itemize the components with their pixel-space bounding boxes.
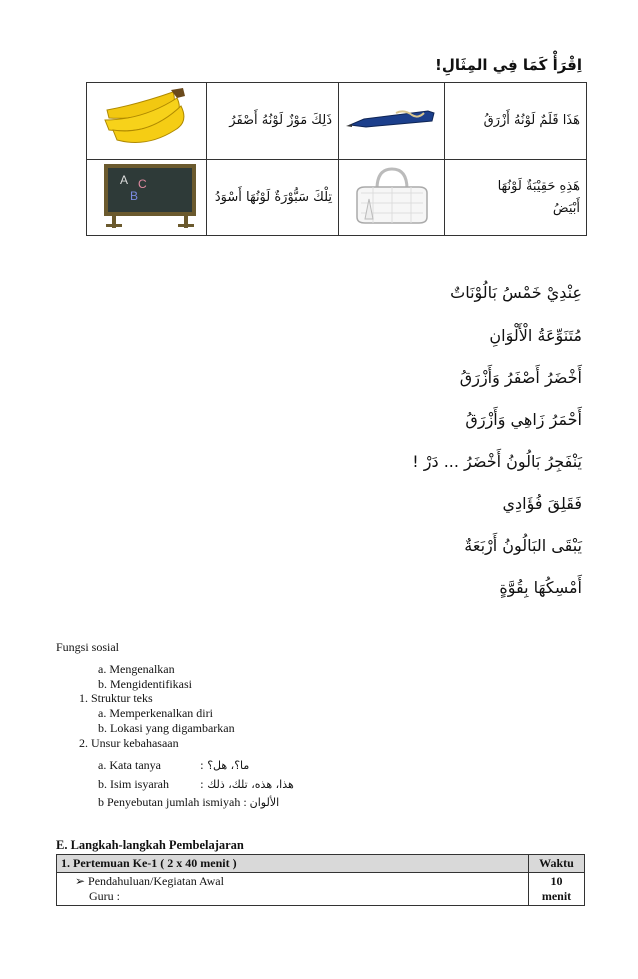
guru-label: Guru : [89,889,120,903]
jumlah-ismiyah-line [98,795,279,810]
unsur-kebahasaan-heading: 2. Unsur kebahasaan [79,736,179,750]
waktu-value: 10 [550,874,563,888]
banana-icon [99,86,195,152]
white-handbag-icon [347,163,437,227]
waktu-unit: menit [541,889,572,903]
table-row [87,83,587,160]
pen-image-cell [339,83,445,160]
struktur-teks-heading: 1. Struktur teks [79,691,153,705]
example-text-banana: ذَلِكَ مَوْزٌ لَوْنُهُ أَصْفَرُ [207,83,339,160]
table-row [57,873,585,906]
steps-table [56,854,585,906]
blackboard-image-cell [87,160,207,236]
banana-image-cell [87,83,207,160]
isim-isyarah-label: b. Isim isyarah [98,777,169,791]
poem-line: أَمْسِكُهَا بِقُوَّةٍ [499,578,582,597]
blackboard-icon [92,160,202,230]
poem-line: يَنْفَجِرُ بَالُونُ أَخْضَرُ ... دَرْ ! [412,452,582,471]
example-text-pen: هَذَا قَلَمٌ لَوْنُهُ أَزْرَقُ [445,83,587,160]
langkah-pembelajaran-heading: E. Langkah-langkah Pembelajaran [56,838,244,852]
pendahuluan-label: ➢ Pendahuluan/Kegiatan Awal [75,874,224,888]
struktur-item-a: a. Memperkenalkan diri [98,706,213,720]
struktur-item-b: b. Lokasi yang digambarkan [98,721,235,735]
fungsi-item-a: a. Mengenalkan [98,662,175,676]
example-text-handbag-line2: أَبْيَضُ [552,200,580,216]
poem-line: عِنْدِيْ خَمْسُ بَالُوْنَاتٌ [450,283,582,302]
blackboard-letter: C [137,177,147,191]
example-text-blackboard: تِلْكَ سَبُّوْرَةٌ لَوْنُهَا أَسْوَدُ [207,160,339,236]
pendahuluan-cell [57,873,529,906]
waktu-header: Waktu [529,855,585,873]
blue-pen-icon [344,99,440,139]
handbag-image-cell [339,160,445,236]
kata-tanya-label: a. Kata tanya [98,758,161,772]
example-text-handbag-line1: هَذِهِ حَقِيْبَةٌ لَوْنُهَا [497,178,580,194]
fungsi-sosial-title: Fungsi sosial [56,640,120,654]
poem-line: أَحْمَرُ زَاهِي وَأَزْرَقُ [465,410,582,429]
jumlah-ismiyah-label: b Penyebutan jumlah ismiyah : [98,795,247,809]
blackboard-letter: A [119,173,128,187]
table-row [87,160,587,236]
fungsi-item-b: b. Mengidentifikasi [98,677,192,691]
instruction-heading: اِقْرَأْ كَمَا فِي المِثَالِ! [435,56,582,74]
kata-tanya-value: : ما؟، هل؟ [200,759,250,772]
table-row [57,855,585,873]
poem-line: يَبْقَى البَالُونُ أَرْبَعَةٌ [464,536,582,555]
poem-line: مُتَنَوِّعَةُ الْأَلْوَانِ [489,326,582,345]
waktu-cell [529,873,585,906]
blackboard-letter: B [129,189,138,203]
poem-line: فَقَلِقَ فُؤَادِي [502,494,582,513]
jumlah-ismiyah-value: الألوان [249,796,280,809]
example-table [86,82,587,236]
isim-isyarah-value: : هذا، هذه، تلك، ذلك [200,778,294,791]
example-text-handbag [445,160,587,236]
pertemuan-header: 1. Pertemuan Ke-1 ( 2 x 40 menit ) [57,855,529,873]
poem-line: أَخْضَرُ أَصْفَرُ وَأَزْرَقُ [459,368,582,387]
